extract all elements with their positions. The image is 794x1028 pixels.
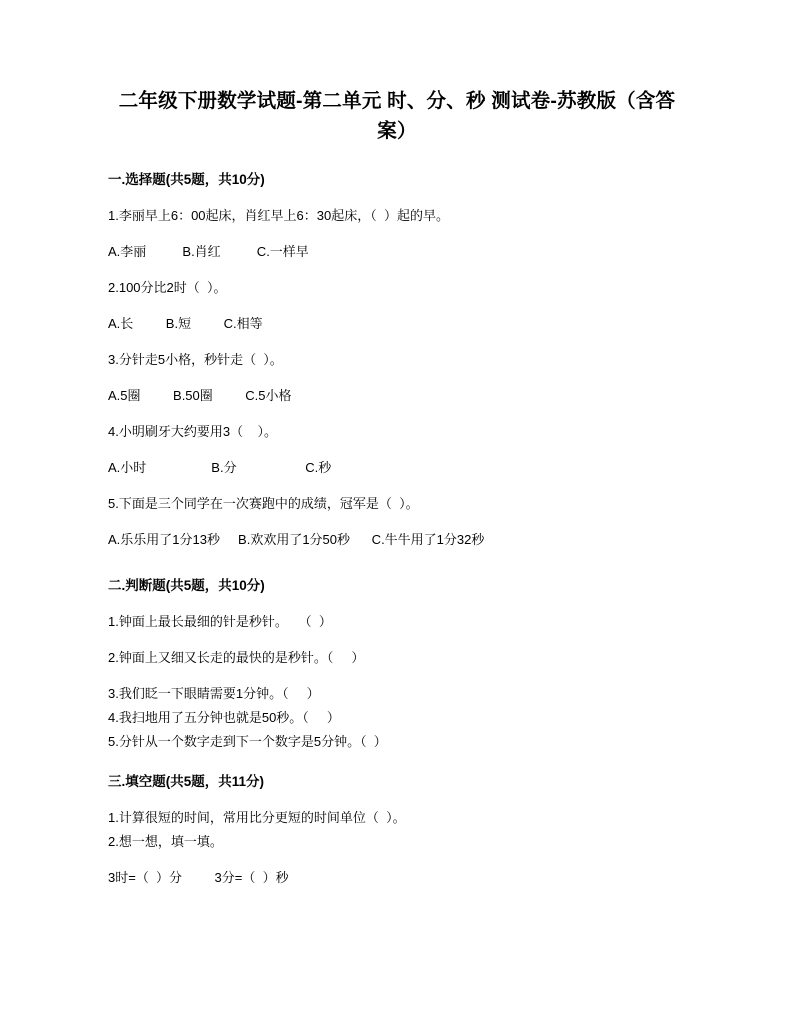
fb-question-3: 3时=（ ）分 3分=（ ）秒 bbox=[108, 870, 289, 885]
fb-question-2: 2.想一想，填一填。 bbox=[108, 834, 223, 849]
tf-question-1: 1.钟面上最长最细的针是秒针。 （ ） bbox=[108, 614, 332, 629]
question-1-text: 1.李丽早上6：00起床，肖红早上6：30起床，（ ）起的早。 bbox=[108, 208, 449, 223]
section-spacer-2 bbox=[108, 756, 686, 772]
question-4-text: 4.小明刷牙大约要用3（ ）。 bbox=[108, 424, 278, 439]
question-2-text: 2.100分比2时（ ）。 bbox=[108, 280, 227, 295]
section-spacer-1 bbox=[108, 566, 686, 576]
question-3-text: 3.分针走5小格，秒针走（ ）。 bbox=[108, 352, 283, 367]
tf-question-2: 2.钟面上又细又长走的最快的是秒针。（ ） bbox=[108, 650, 365, 665]
question-5-options: A.乐乐用了1分13秒 B.欢欢用了1分50秒 C.牛牛用了1分32秒 bbox=[108, 532, 485, 547]
section-choice bbox=[108, 170, 686, 549]
question-1-options: A.李丽 B.肖红 C.一样早 bbox=[108, 244, 309, 259]
question-2-options: A.长 B.短 C.相等 bbox=[108, 316, 263, 331]
section-truefalse bbox=[108, 576, 686, 751]
question-5-text: 5.下面是三个同学在一次赛跑中的成绩，冠军是（ ）。 bbox=[108, 496, 419, 511]
tf-question-5: 5.分针从一个数字走到下一个数字是5分钟。（ ） bbox=[108, 734, 387, 749]
section-fillblank bbox=[108, 772, 686, 887]
fb-question-1: 1.计算很短的时间，常用比分更短的时间单位（ ）。 bbox=[108, 810, 406, 825]
tf-question-4: 4.我扫地用了五分钟也就是50秒。（ ） bbox=[108, 710, 340, 725]
section-heading-choice: 一.选择题(共5题，共10分) bbox=[108, 172, 265, 187]
section-heading-truefalse: 二.判断题(共5题，共10分) bbox=[108, 578, 265, 593]
question-3-options: A.5圈 B.50圈 C.5小格 bbox=[108, 388, 292, 403]
question-4-options: A.小时 B.分 C.秒 bbox=[108, 460, 332, 475]
section-heading-fillblank: 三.填空题(共5题，共11分) bbox=[108, 774, 265, 789]
page-title: 二年级下册数学试题-第二单元 时、分、秒 测试卷-苏教版（含答案） bbox=[118, 90, 676, 142]
tf-question-3: 3.我们眨一下眼睛需要1分钟。（ ） bbox=[108, 686, 320, 701]
